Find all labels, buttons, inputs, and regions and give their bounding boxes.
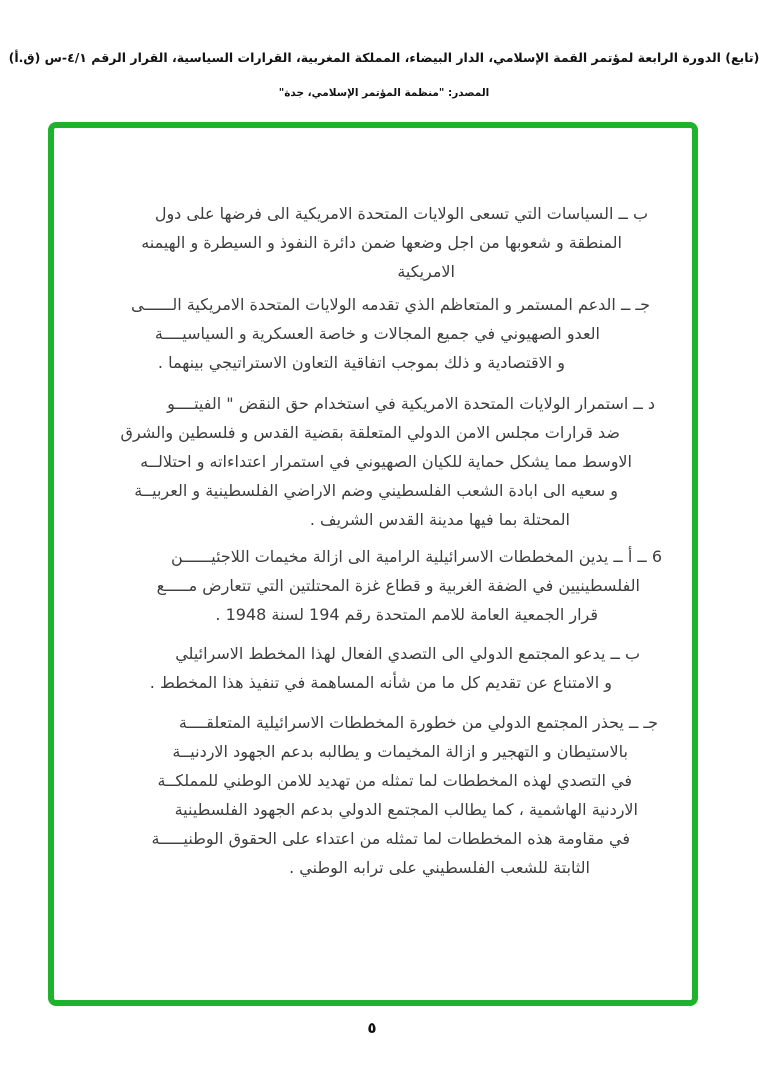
paragraph-dal: [54, 389, 692, 534]
text-line: د ــ استمرار الولايات المتحدة الامريكية في استخدام حق النقض " الفيتــــو: [167, 394, 655, 413]
text-line: في مقاومة هذه المخططات لما تمثله من اعتداء على الحقوق الوطنيـــــة: [151, 829, 630, 848]
clause-6-jeem: [54, 708, 692, 882]
text-line: ب ــ السياسات التي تسعى الولايات المتحدة الامريكية الى فرضها على دول: [154, 204, 648, 223]
text-line: الامريكية: [397, 262, 455, 281]
text-line: و سعيه الى ابادة الشعب الفلسطيني وضم الاراضي الفلسطينية و العربيــة: [134, 481, 618, 500]
text-line: الفلسطينيين في الضفة الغربية و قطاع غزة المحتلتين التي تتعارض مـــــع: [156, 576, 640, 595]
text-line: قرار الجمعية العامة للامم المتحدة رقم 194 لسنة 1948 .: [215, 605, 598, 624]
scan-text-body: [54, 128, 692, 1000]
paragraph-b: [54, 199, 692, 286]
paragraph-jeem: [54, 290, 692, 377]
text-line: العدو الصهيوني في جميع المجالات و خاصة العسكرية و السياسيــــة: [154, 324, 600, 343]
clause-6-a: [54, 542, 692, 629]
text-line: في التصدي لهذه المخططات لما تمثله من تهديد للامن الوطني للمملكــة: [157, 771, 632, 790]
clause-6-b: [54, 639, 692, 697]
text-line: ب ــ يدعو المجتمع الدولي الى التصدي الفعال لهذا المخطط الاسرائيلي: [175, 644, 640, 663]
text-line: الثابتة للشعب الفلسطيني على ترابه الوطني .: [289, 858, 590, 877]
text-line: جـ ــ يحذر المجتمع الدولي من خطورة المخططات الاسرائيلية المتعلقــــة: [178, 713, 658, 732]
text-line: الاوسط مما يشكل حماية للكيان الصهيوني في استمرار اعتداءاته و احتلالــه: [140, 452, 632, 471]
page-number: ٥: [367, 1019, 377, 1037]
text-line: و الامتناع عن تقديم كل ما من شأنه المساهمة في تنفيذ هذا المخطط .: [149, 673, 612, 692]
text-line: الاردنية الهاشمية ، كما يطالب المجتمع الدولي بدعم الجهود الفلسطينية: [174, 800, 638, 819]
header-citation: (تابع) الدورة الرابعة لمؤتمر القمة الإسلامي، الدار البيضاء، المملكة المغربية، القرارات السياسية، القرار الرقم ٤/١-س (ق.أ): [8, 50, 760, 65]
text-line: ضد قرارات مجلس الامن الدولي المتعلقة بقضية القدس و فلسطين والشرق: [120, 423, 620, 442]
text-line: المحتلة بما فيها مدينة القدس الشريف .: [309, 510, 570, 529]
text-line: بالاستيطان و التهجير و ازالة المخيمات و يطالبه بدعم الجهود الاردنيــة: [172, 742, 628, 761]
text-line: و الاقتصادية و ذلك بموجب اتفاقية التعاون الاستراتيجي بينهما .: [157, 353, 565, 372]
header-source: المصدر: "منظمة المؤتمر الإسلامي، جدة": [278, 87, 490, 99]
text-line: المنطقة و شعوبها من اجل وضعها ضمن دائرة النفوذ و السيطرة و الهيمنه: [141, 233, 622, 252]
text-line: جـ ــ الدعم المستمر و المتعاظم الذي تقدمه الولايات المتحدة الامريكية الــــــى: [130, 295, 650, 314]
text-line: 6 ــ أ ــ يدين المخططات الاسرائيلية الرامية الى ازالة مخيمات اللاجئيــــــن: [170, 547, 662, 566]
